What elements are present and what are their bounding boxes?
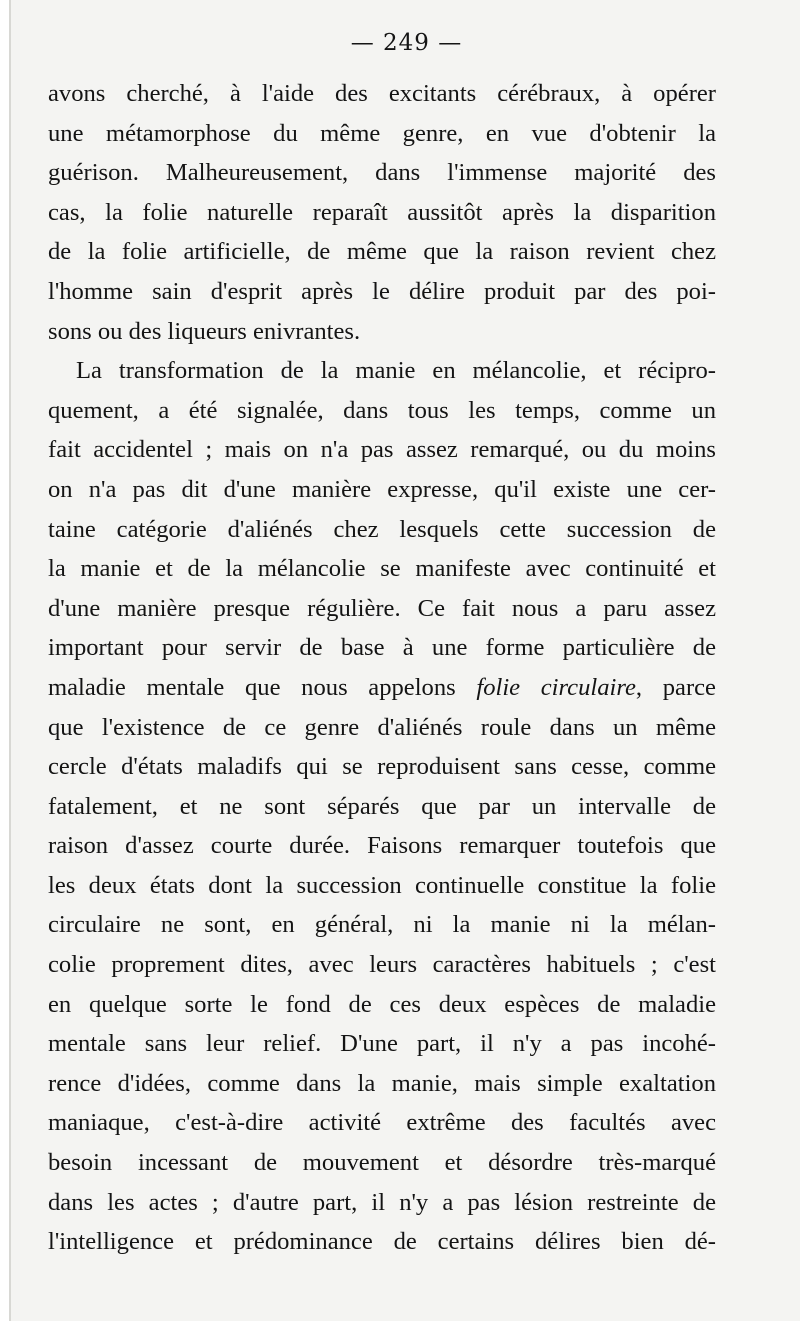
text-line: maniaque, c'est-à-dire activité extrême des facultés avec xyxy=(48,1109,716,1137)
text-line: fatalement, et ne sont séparés que par un intervalle de xyxy=(48,792,716,820)
text-line: important pour servir de base à une forme particulière de xyxy=(48,634,716,662)
paragraph-end-line: sons ou des liqueurs enivrantes. xyxy=(48,317,361,345)
text-line: la manie et de la mélancolie se manifeste avec continuité et xyxy=(48,555,716,583)
text-line: besoin incessant de mouvement et désordre très-marqué xyxy=(48,1149,716,1177)
text-line: taine catégorie d'aliénés chez lesquels cette succession de xyxy=(48,515,716,543)
text-line: une métamorphose du même genre, en vue d'obtenir la xyxy=(48,119,716,147)
text-line: de la folie artificielle, de même que la raison revient chez xyxy=(48,238,716,266)
text-line: colie proprement dites, avec leurs caractères habituels ; c'est xyxy=(48,951,716,979)
text-line: l'homme sain d'esprit après le délire produit par des poi- xyxy=(48,277,716,305)
italic-term: folie circulaire xyxy=(476,673,636,701)
text-line: circulaire ne sont, en général, ni la manie ni la mélan- xyxy=(48,911,716,939)
paragraph-start-line: La transformation de la manie en mélancolie, et récipro- xyxy=(76,357,716,385)
text-line: les deux états dont la succession continuelle constitue la folie xyxy=(48,871,716,899)
text-line: on n'a pas dit d'une manière expresse, qu'il existe une cer- xyxy=(48,475,716,503)
body-text xyxy=(48,74,716,1262)
text-line: quement, a été signalée, dans tous les temps, comme un xyxy=(48,396,716,424)
text-line: l'intelligence et prédominance de certains délires bien dé- xyxy=(48,1228,716,1256)
text-line-with-italic xyxy=(48,668,716,708)
text-segment: maladie mentale que nous appelons xyxy=(48,673,477,701)
text-line: cas, la folie naturelle reparaît aussitôt après la disparition xyxy=(48,198,716,226)
book-page xyxy=(9,0,800,1321)
page-number: — 249 — xyxy=(350,30,463,56)
text-line: avons cherché, à l'aide des excitants cérébraux, à opérer xyxy=(48,80,716,107)
text-line: raison d'assez courte durée. Faisons remarquer toutefois que xyxy=(48,832,716,860)
text-line: rence d'idées, comme dans la manie, mais simple exaltation xyxy=(48,1069,716,1097)
text-line: dans les actes ; d'autre part, il n'y a pas lésion restreinte de xyxy=(48,1188,716,1216)
text-segment: , parce xyxy=(635,673,716,701)
text-line: d'une manière presque régulière. Ce fait nous a paru assez xyxy=(48,594,716,622)
text-line: en quelque sorte le fond de ces deux espèces de maladie xyxy=(48,990,716,1018)
text-line: fait accidentel ; mais on n'a pas assez remarqué, ou du moins xyxy=(48,436,716,464)
text-line: cercle d'états maladifs qui se reproduisent sans cesse, comme xyxy=(48,753,716,781)
text-line: guérison. Malheureusement, dans l'immense majorité des xyxy=(48,159,716,187)
text-line: que l'existence de ce genre d'aliénés roule dans un même xyxy=(48,713,716,741)
text-line: mentale sans leur relief. D'une part, il n'y a pas incohé- xyxy=(48,1030,716,1058)
